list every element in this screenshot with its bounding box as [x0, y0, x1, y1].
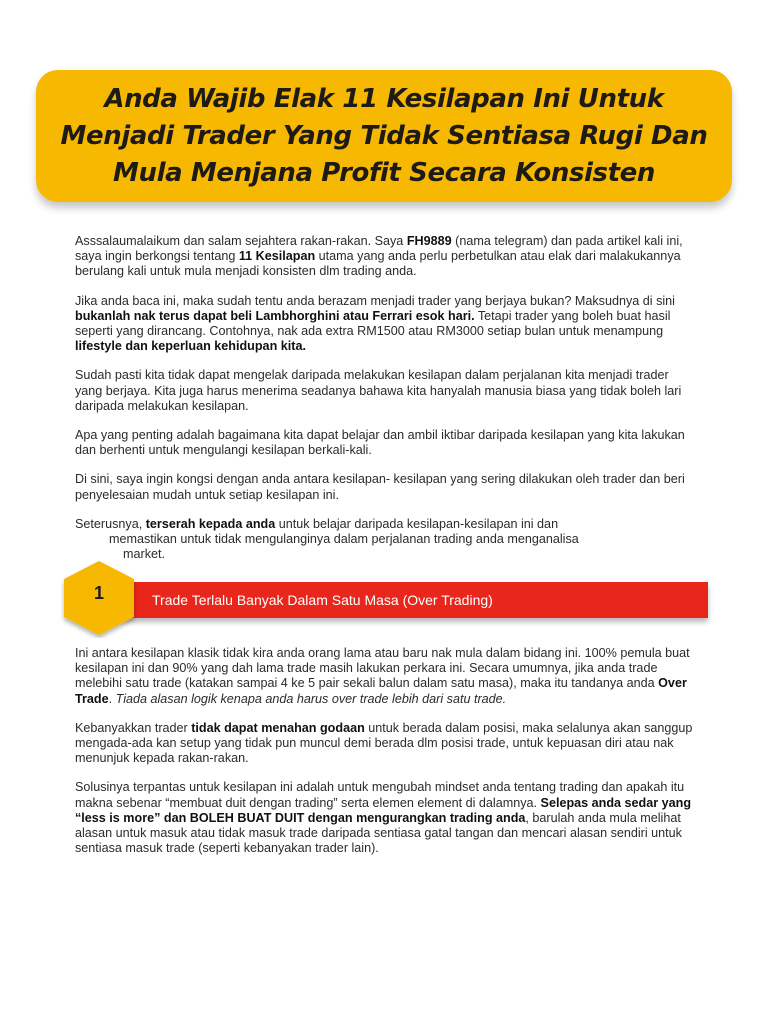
- text-run: Selepas anda sedar yang “less is more” dan BOLEH BUAT DUIT dengan mengurangkan trading anda: [75, 795, 692, 825]
- paragraph-s3: [75, 780, 695, 856]
- text-run: lifestyle dan keperluan kehidupan kita.: [75, 339, 306, 354]
- text-run: Kebanyakkan trader: [75, 720, 192, 735]
- text-run: Ini antara kesilapan klasik tidak kira anda orang lama atau baru nak mula dalam bidang ini. 100% pemula buat kesilapan ini dan 90% yang dah lama trade masih lakukan perkara ini. Secara umumnya, jika anda trade melebihi satu trade (katakan sampai 4 ke 5 pair sekali balun dalam satu masa), maka itu tandanya anda: [75, 646, 690, 691]
- section-number: 1: [93, 583, 104, 603]
- text-run: Apa yang penting adalah bagaimana kita dapat belajar dan ambil iktibar daripada kesilapan yang kita lakukan dan berhenti untuk mengulangi kesilapan berkali-kali.: [75, 428, 685, 458]
- paragraph-s1: [75, 646, 695, 707]
- title-banner: [36, 70, 732, 202]
- text-run: tidak dapat menahan godaan: [191, 720, 365, 735]
- paragraph-p1: [75, 234, 690, 280]
- paragraph-p3: [75, 368, 690, 414]
- text-run: Di sini, saya ingin kongsi dengan anda antara kesilapan- kesilapan yang sering dilakukan oleh trader dan beri penyelesaian mudah untuk setiap kesilapan ini.: [75, 472, 685, 502]
- text-run: Solusinya terpantas untuk kesilapan ini adalah untuk mengubah mindset anda tentang trading dan apakah itu makna sebenar “membuat duit dengan trading” serta elemen element di dalamnya.: [75, 780, 685, 810]
- paragraph-p5: [75, 472, 690, 502]
- closing-line2: memastikan untuk tidak mengulanginya dalam perjalanan trading anda menganalisa: [109, 532, 579, 547]
- closing-paragraph: [75, 517, 690, 563]
- text-run: FH9889: [406, 234, 452, 248]
- text-run: Over Trade: [75, 676, 687, 706]
- intro-paragraphs: [75, 234, 690, 503]
- text-run: Jika anda baca ini, maka sudah tentu anda berazam menjadi trader yang berjaya bukan? Maksudnya di sini: [75, 293, 675, 308]
- text-run: .: [108, 691, 116, 706]
- section-heading-text: Trade Terlalu Banyak Dalam Satu Masa (Over Trading): [152, 592, 493, 608]
- closing-line1-pre: Seterusnya,: [75, 516, 146, 531]
- section-heading-red-bar: [120, 582, 708, 618]
- closing-line1-bold: terserah kepada anda: [145, 516, 276, 531]
- page-title: Anda Wajib Elak 11 Kesilapan Ini Untuk Menjadi Trader Yang Tidak Sentiasa Rugi Dan Mula Menjana Profit Secara Konsisten: [60, 83, 708, 188]
- text-run: Tetapi trader yang boleh buat hasil seperti yang dirancang. Contohnya, nak ada extra RM1500 atau RM3000 setiap bulan untuk menampung: [75, 308, 671, 339]
- text-run: untuk berada dalam posisi, maka selalunya akan sanggup mengada-ada kan setup yang tidak pun muncul demi berada dlm posisi trade, untuk kepuasan diri atau nak menunjuk kepada rakan-rakan.: [75, 720, 693, 766]
- paragraph-p2: [75, 294, 690, 355]
- section-body: [75, 646, 695, 870]
- text-run: utama yang anda perlu perbetulkan atau elak dari malakukannya berulang kali untuk mula menjadi konsisten dlm trading anda.: [75, 249, 681, 279]
- closing-line3: market.: [123, 547, 165, 562]
- text-run: , barulah anda mula melihat alasan untuk masuk atau tidak masuk trade daripada sentiasa gatal tangan dan mencari alasan sendiri untuk sentiasa masuk trade (seperti kebanyakan trader lain).: [75, 810, 682, 856]
- intro-section: [75, 234, 690, 562]
- text-run: Tiada alasan logik kenapa anda harus over trade lebih dari satu trade.: [115, 691, 507, 706]
- text-run: 11 Kesilapan: [238, 249, 316, 264]
- text-run: Asssalaumalaikum dan salam sejahtera rakan-rakan. Saya: [75, 234, 407, 248]
- closing-line1-post: untuk belajar daripada kesilapan-kesilapan ini dan: [275, 516, 559, 531]
- text-run: bukanlah nak terus dapat beli Lambhorghini atau Ferrari esok hari.: [75, 308, 475, 323]
- paragraph-p4: [75, 428, 690, 458]
- section-heading-bar: [66, 582, 708, 618]
- text-run: Sudah pasti kita tidak dapat mengelak daripada melakukan kesilapan dalam perjalanan kita menjadi trader yang berjaya. Kita juga harus menerima seadanya bahawa kita hanyalah manusia biasa yang tidak boleh lari daripada melakukan kesilapan.: [75, 368, 682, 413]
- paragraph-s2: [75, 721, 695, 767]
- text-run: (nama telegram) dan pada artikel kali ini, saya ingin berkongsi tentang: [75, 234, 683, 264]
